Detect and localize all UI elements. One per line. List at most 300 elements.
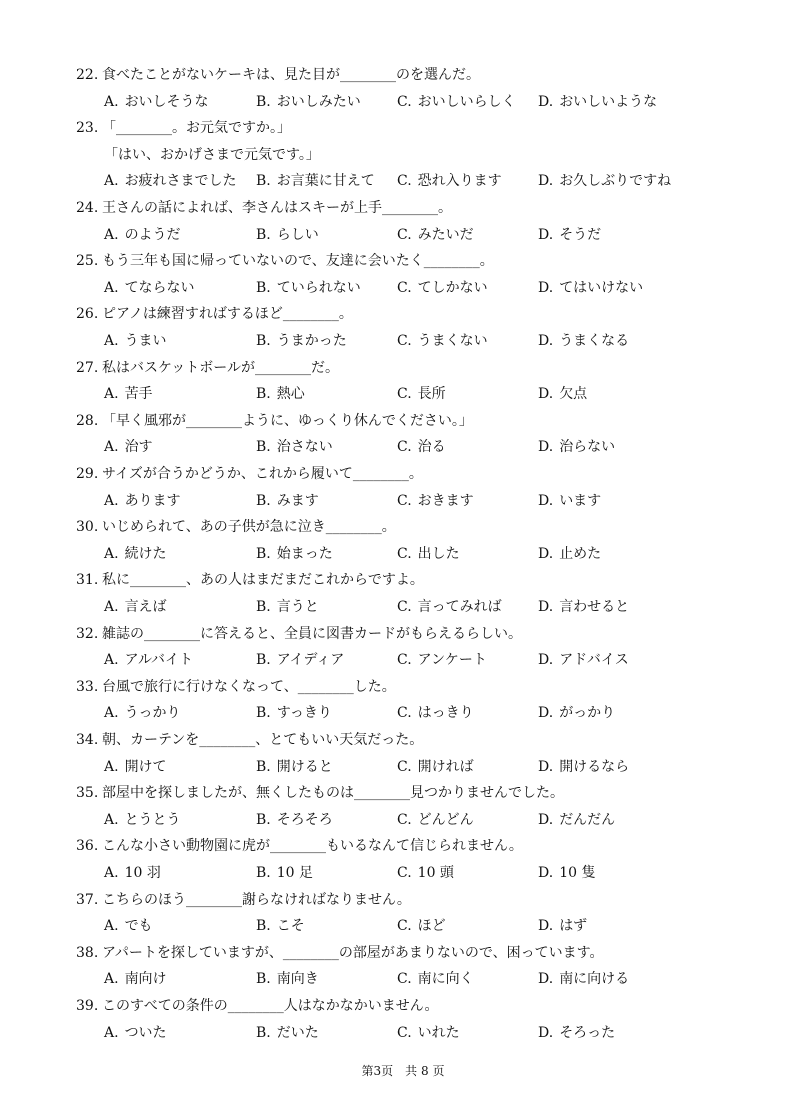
option-letter: C. bbox=[397, 758, 412, 775]
option-letter: D. bbox=[538, 545, 554, 562]
option-text: おきます bbox=[417, 492, 474, 509]
option-text: そうだ bbox=[559, 226, 602, 243]
question-stem bbox=[76, 461, 776, 488]
option-text: 10 羽 bbox=[124, 864, 161, 881]
option-b[interactable] bbox=[256, 541, 333, 568]
option-b[interactable] bbox=[256, 913, 305, 940]
question-stem bbox=[76, 248, 776, 275]
option-text: らしい bbox=[276, 226, 319, 243]
option-c[interactable] bbox=[397, 275, 488, 302]
question-number: 28. bbox=[76, 412, 99, 429]
option-text: だいた bbox=[276, 1024, 319, 1041]
option-text: アルバイト bbox=[124, 652, 194, 669]
option-text: てしかない bbox=[417, 279, 488, 296]
option-d[interactable] bbox=[538, 807, 615, 834]
option-text: 治らない bbox=[559, 439, 616, 456]
option-c[interactable] bbox=[397, 168, 502, 195]
option-text: おいしいらしく bbox=[417, 93, 516, 110]
option-b[interactable] bbox=[256, 860, 313, 887]
question-number: 32. bbox=[76, 625, 99, 642]
option-text: 治る bbox=[417, 439, 446, 456]
option-letter: A. bbox=[104, 1024, 119, 1041]
question-item bbox=[76, 727, 776, 780]
option-a[interactable] bbox=[104, 168, 237, 195]
option-d[interactable] bbox=[538, 966, 629, 993]
option-b[interactable] bbox=[256, 966, 319, 993]
option-letter: C. bbox=[397, 93, 412, 110]
option-text: うまい bbox=[124, 332, 167, 349]
option-letter: C. bbox=[397, 705, 412, 722]
question-stem bbox=[76, 674, 776, 701]
options-row bbox=[76, 275, 776, 302]
question-text: アパートを探していますが、________の部屋があまりないので、困っています。 bbox=[102, 944, 604, 961]
option-letter: D. bbox=[538, 705, 554, 722]
option-letter: B. bbox=[256, 811, 271, 828]
question-text: 食べたことがないケーキは、見た目が________のを選んだ。 bbox=[102, 67, 480, 83]
option-text: 南に向ける bbox=[559, 971, 630, 988]
option-b[interactable] bbox=[256, 168, 375, 195]
question-text: サイズが合うかどうか、これから履いて________。 bbox=[102, 466, 423, 482]
options-row bbox=[76, 168, 776, 195]
question-stem bbox=[76, 887, 776, 914]
option-text: 始まった bbox=[276, 545, 333, 562]
option-a[interactable] bbox=[104, 594, 167, 621]
option-a[interactable] bbox=[104, 222, 181, 249]
question-stem bbox=[76, 115, 776, 142]
option-letter: B. bbox=[256, 93, 271, 110]
option-text: 止めた bbox=[559, 545, 602, 562]
option-text: ほど bbox=[417, 918, 446, 935]
option-text: すっきり bbox=[276, 705, 332, 722]
option-text: お疲れさまでした bbox=[124, 173, 237, 190]
options-row bbox=[76, 594, 776, 621]
option-c[interactable] bbox=[397, 807, 474, 834]
option-d[interactable] bbox=[538, 328, 629, 355]
option-letter: C. bbox=[397, 173, 412, 190]
option-letter: A. bbox=[104, 173, 119, 190]
question-stem bbox=[76, 940, 776, 967]
option-d[interactable] bbox=[538, 488, 601, 515]
option-d[interactable] bbox=[538, 860, 595, 887]
option-letter: D. bbox=[538, 173, 554, 190]
option-text: てはいけない bbox=[559, 279, 644, 296]
option-a[interactable] bbox=[104, 1020, 167, 1047]
option-letter: C. bbox=[397, 386, 412, 403]
option-c[interactable] bbox=[397, 700, 474, 727]
option-text: 南向き bbox=[276, 971, 319, 988]
question-item bbox=[76, 461, 776, 514]
option-letter: B. bbox=[256, 173, 271, 190]
options-row bbox=[76, 913, 776, 940]
option-letter: A. bbox=[104, 705, 119, 722]
question-stem bbox=[76, 993, 776, 1020]
option-text: おいしみたい bbox=[276, 93, 361, 110]
question-text: 私に________、あの人はまだまだこれからですよ。 bbox=[102, 572, 424, 589]
option-letter: B. bbox=[256, 226, 271, 243]
option-letter: D. bbox=[538, 652, 554, 669]
options-row bbox=[76, 860, 776, 887]
option-letter: D. bbox=[538, 279, 554, 296]
option-text: とうとう bbox=[124, 811, 181, 828]
option-text: みます bbox=[276, 492, 319, 509]
option-b[interactable] bbox=[256, 594, 319, 621]
option-a[interactable] bbox=[104, 807, 181, 834]
option-letter: C. bbox=[397, 226, 412, 243]
option-c[interactable] bbox=[397, 754, 474, 781]
question-stem bbox=[76, 833, 776, 860]
option-text: 開けるなら bbox=[559, 758, 630, 775]
question-number: 35. bbox=[76, 785, 99, 802]
options-row bbox=[76, 541, 776, 568]
option-a[interactable] bbox=[104, 700, 181, 727]
option-text: どんどん bbox=[417, 811, 474, 828]
options-row bbox=[76, 89, 776, 116]
question-item bbox=[76, 115, 776, 195]
option-letter: A. bbox=[104, 598, 119, 615]
question-text: こんな小さい動物園に虎が________もいるなんて信じられません。 bbox=[102, 838, 523, 855]
option-a[interactable] bbox=[104, 541, 167, 568]
option-letter: A. bbox=[104, 652, 119, 669]
option-text: アンケート bbox=[417, 652, 487, 669]
option-a[interactable] bbox=[104, 966, 167, 993]
option-letter: B. bbox=[256, 386, 271, 403]
option-letter: C. bbox=[397, 598, 412, 615]
option-c[interactable] bbox=[397, 488, 474, 515]
option-text: 続けた bbox=[124, 545, 167, 562]
option-text: 南向け bbox=[124, 971, 167, 988]
question-text: もう三年も国に帰っていないので、友達に会いたく________。 bbox=[102, 253, 494, 270]
page-footer: 第3页 共 8 页 bbox=[361, 1064, 445, 1078]
option-letter: C. bbox=[397, 492, 412, 509]
option-letter: A. bbox=[104, 918, 119, 935]
option-text: おいしいような bbox=[559, 93, 658, 110]
option-d[interactable] bbox=[538, 541, 601, 568]
option-d[interactable] bbox=[538, 381, 587, 408]
question-stem bbox=[76, 727, 776, 754]
option-a[interactable] bbox=[104, 647, 193, 674]
option-letter: D. bbox=[538, 758, 554, 775]
option-text: ていられない bbox=[276, 279, 361, 296]
option-letter: C. bbox=[397, 918, 412, 935]
options-row bbox=[76, 328, 776, 355]
question-stem bbox=[76, 567, 776, 594]
option-text: でも bbox=[124, 918, 153, 935]
option-letter: C. bbox=[397, 545, 412, 562]
option-letter: A. bbox=[104, 758, 119, 775]
option-d[interactable] bbox=[538, 168, 671, 195]
option-b[interactable] bbox=[256, 488, 319, 515]
option-letter: B. bbox=[256, 598, 271, 615]
option-letter: A. bbox=[104, 971, 119, 988]
question-item bbox=[76, 940, 776, 993]
question-item bbox=[76, 780, 776, 833]
question-text: 王さんの話によれば、李さんはスキーが上手________。 bbox=[102, 200, 452, 216]
option-letter: D. bbox=[538, 93, 554, 110]
option-a[interactable] bbox=[104, 488, 181, 515]
option-letter: B. bbox=[256, 918, 271, 935]
question-text: 朝、カーテンを________、とてもいい天気だった。 bbox=[102, 732, 424, 748]
question-text: 私はバスケットボールが________だ。 bbox=[102, 359, 340, 376]
question-item bbox=[76, 248, 776, 301]
question-text: 「________。お元気ですか。」 bbox=[102, 120, 291, 137]
option-text: 治さない bbox=[276, 439, 333, 456]
option-c[interactable] bbox=[397, 913, 446, 940]
options-row bbox=[76, 381, 776, 408]
option-letter: C. bbox=[397, 279, 412, 296]
options-row bbox=[76, 647, 776, 674]
question-number: 27. bbox=[76, 359, 99, 376]
option-text: 開ければ bbox=[417, 758, 474, 775]
option-letter: D. bbox=[538, 864, 554, 881]
question-item bbox=[76, 408, 776, 461]
option-text: 言うと bbox=[276, 598, 319, 615]
option-b[interactable] bbox=[256, 754, 333, 781]
option-text: 開けて bbox=[124, 758, 167, 775]
option-b[interactable] bbox=[256, 222, 319, 249]
options-row bbox=[76, 488, 776, 515]
question-text: このすべての条件の________人はなかなかいません。 bbox=[102, 998, 439, 1014]
option-letter: B. bbox=[256, 492, 271, 509]
question-item bbox=[76, 993, 776, 1046]
option-c[interactable] bbox=[397, 1020, 460, 1047]
option-text: こそ bbox=[276, 918, 305, 935]
option-c[interactable] bbox=[397, 541, 460, 568]
question-text: こちらのほう________謝らなければなりません。 bbox=[102, 891, 411, 908]
option-letter: B. bbox=[256, 864, 271, 881]
option-d[interactable] bbox=[538, 89, 657, 116]
option-letter: B. bbox=[256, 705, 271, 722]
options-row bbox=[76, 754, 776, 781]
option-d[interactable] bbox=[538, 594, 629, 621]
option-letter: D. bbox=[538, 492, 554, 509]
question-number: 36. bbox=[76, 838, 99, 855]
option-letter: C. bbox=[397, 811, 412, 828]
option-d[interactable] bbox=[538, 754, 629, 781]
question-number: 30. bbox=[76, 519, 99, 536]
question-item bbox=[76, 301, 776, 354]
question-text: 台風で旅行に行けなくなって、________した。 bbox=[102, 678, 396, 695]
option-letter: D. bbox=[538, 918, 554, 935]
option-b[interactable] bbox=[256, 807, 333, 834]
option-letter: B. bbox=[256, 1024, 271, 1041]
option-letter: D. bbox=[538, 439, 554, 456]
option-d[interactable] bbox=[538, 647, 629, 674]
option-letter: D. bbox=[538, 598, 554, 615]
question-item bbox=[76, 514, 776, 567]
option-letter: D. bbox=[538, 386, 554, 403]
option-letter: B. bbox=[256, 332, 271, 349]
question-number: 39. bbox=[76, 998, 99, 1014]
option-text: だんだん bbox=[559, 811, 616, 828]
option-letter: C. bbox=[397, 864, 412, 881]
option-text: うまくない bbox=[417, 332, 488, 349]
option-d[interactable] bbox=[538, 434, 615, 461]
question-item bbox=[76, 195, 776, 248]
question-text: いじめられて、あの子供が急に泣き________。 bbox=[102, 519, 396, 536]
option-text: 言ってみれば bbox=[417, 598, 502, 615]
option-c[interactable] bbox=[397, 966, 474, 993]
question-stem bbox=[76, 301, 776, 328]
question-number: 29. bbox=[76, 466, 99, 482]
option-text: 開けると bbox=[276, 758, 333, 775]
option-letter: B. bbox=[256, 758, 271, 775]
question-item bbox=[76, 833, 776, 886]
option-c[interactable] bbox=[397, 434, 446, 461]
option-text: 苦手 bbox=[124, 386, 153, 403]
option-letter: A. bbox=[104, 386, 119, 403]
option-letter: A. bbox=[104, 93, 119, 110]
question-number: 37. bbox=[76, 891, 99, 908]
option-b[interactable] bbox=[256, 328, 347, 355]
options-row bbox=[76, 807, 776, 834]
option-a[interactable] bbox=[104, 275, 195, 302]
question-number: 23. bbox=[76, 120, 99, 137]
option-a[interactable] bbox=[104, 754, 167, 781]
option-c[interactable] bbox=[397, 89, 516, 116]
option-letter: B. bbox=[256, 971, 271, 988]
option-text: 言わせると bbox=[559, 598, 630, 615]
option-letter: A. bbox=[104, 226, 119, 243]
option-letter: B. bbox=[256, 439, 271, 456]
option-text: いれた bbox=[417, 1024, 460, 1041]
option-text: はっきり bbox=[417, 705, 474, 722]
option-letter: C. bbox=[397, 971, 412, 988]
options-row bbox=[76, 1020, 776, 1047]
option-text: うまくなる bbox=[559, 332, 630, 349]
question-number: 34. bbox=[76, 732, 99, 748]
question-item bbox=[76, 62, 776, 115]
option-text: 10 隻 bbox=[559, 864, 596, 881]
option-text: がっかり bbox=[559, 705, 616, 722]
option-letter: A. bbox=[104, 811, 119, 828]
option-letter: D. bbox=[538, 1024, 554, 1041]
question-item bbox=[76, 621, 776, 674]
option-letter: B. bbox=[256, 652, 271, 669]
option-letter: A. bbox=[104, 864, 119, 881]
question-number: 24. bbox=[76, 200, 99, 216]
question-item bbox=[76, 674, 776, 727]
option-text: そろそろ bbox=[276, 811, 333, 828]
question-number: 26. bbox=[76, 306, 99, 323]
option-text: 恐れ入ります bbox=[417, 173, 502, 190]
option-a[interactable] bbox=[104, 913, 153, 940]
option-a[interactable] bbox=[104, 860, 161, 887]
option-d[interactable] bbox=[538, 913, 587, 940]
question-extra-line: 「はい、おかげさまで元気です。」 bbox=[104, 146, 320, 163]
option-text: のようだ bbox=[124, 226, 181, 243]
option-c[interactable] bbox=[397, 222, 474, 249]
question-number: 33. bbox=[76, 678, 99, 695]
question-item bbox=[76, 567, 776, 620]
option-d[interactable] bbox=[538, 700, 615, 727]
option-text: うっかり bbox=[124, 705, 181, 722]
option-letter: C. bbox=[397, 652, 412, 669]
option-d[interactable] bbox=[538, 1020, 615, 1047]
option-c[interactable] bbox=[397, 647, 487, 674]
option-text: います bbox=[559, 492, 602, 509]
question-stem bbox=[76, 62, 776, 89]
options-row bbox=[76, 700, 776, 727]
option-letter: B. bbox=[256, 545, 271, 562]
option-a[interactable] bbox=[104, 328, 167, 355]
option-b[interactable] bbox=[256, 700, 332, 727]
option-text: 熱心 bbox=[276, 386, 305, 403]
options-row bbox=[76, 434, 776, 461]
question-item bbox=[76, 887, 776, 940]
option-text: うまかった bbox=[276, 332, 347, 349]
option-text: はず bbox=[559, 918, 588, 935]
question-number: 25. bbox=[76, 253, 99, 270]
option-letter: C. bbox=[397, 1024, 412, 1041]
option-c[interactable] bbox=[397, 381, 446, 408]
option-c[interactable] bbox=[397, 328, 488, 355]
question-stem bbox=[76, 195, 776, 222]
question-number: 22. bbox=[76, 67, 99, 83]
option-a[interactable] bbox=[104, 434, 153, 461]
option-letter: A. bbox=[104, 332, 119, 349]
question-stem bbox=[76, 408, 776, 435]
option-text: 10 頭 bbox=[417, 864, 454, 881]
option-text: みたいだ bbox=[417, 226, 474, 243]
option-c[interactable] bbox=[397, 860, 454, 887]
option-letter: D. bbox=[538, 811, 554, 828]
options-row bbox=[76, 966, 776, 993]
option-d[interactable] bbox=[538, 275, 643, 302]
option-text: 欠点 bbox=[559, 386, 588, 403]
option-letter: B. bbox=[256, 279, 271, 296]
option-b[interactable] bbox=[256, 1020, 319, 1047]
question-number: 31. bbox=[76, 572, 99, 589]
option-b[interactable] bbox=[256, 647, 344, 674]
option-text: アドバイス bbox=[559, 652, 629, 669]
option-text: 治す bbox=[124, 439, 153, 456]
option-text: お言葉に甘えて bbox=[276, 173, 375, 190]
question-stem bbox=[76, 355, 776, 382]
option-letter: D. bbox=[538, 971, 554, 988]
option-b[interactable] bbox=[256, 434, 333, 461]
question-stem bbox=[76, 514, 776, 541]
option-text: てならない bbox=[124, 279, 195, 296]
option-letter: D. bbox=[538, 332, 554, 349]
option-b[interactable] bbox=[256, 381, 305, 408]
option-text: 出した bbox=[417, 545, 460, 562]
option-letter: A. bbox=[104, 492, 119, 509]
option-text: お久しぶりですね bbox=[559, 173, 672, 190]
option-letter: D. bbox=[538, 226, 554, 243]
option-d[interactable] bbox=[538, 222, 601, 249]
option-c[interactable] bbox=[397, 594, 502, 621]
option-text: おいしそうな bbox=[124, 93, 209, 110]
question-text: 雑誌の________に答えると、全員に図書カードがもらえるらしい。 bbox=[102, 625, 522, 642]
option-text: 言えば bbox=[124, 598, 167, 615]
option-letter: A. bbox=[104, 545, 119, 562]
question-text: ピアノは練習すればするほど________。 bbox=[102, 306, 353, 323]
option-b[interactable] bbox=[256, 89, 361, 116]
option-a[interactable] bbox=[104, 381, 153, 408]
option-b[interactable] bbox=[256, 275, 361, 302]
option-letter: A. bbox=[104, 279, 119, 296]
option-text: 長所 bbox=[417, 386, 446, 403]
option-a[interactable] bbox=[104, 89, 209, 116]
question-number: 38. bbox=[76, 944, 99, 961]
option-text: 南に向く bbox=[417, 971, 474, 988]
option-text: アイディア bbox=[276, 652, 345, 669]
question-item bbox=[76, 355, 776, 408]
option-text: 10 足 bbox=[276, 864, 314, 881]
question-stem bbox=[76, 780, 776, 807]
option-text: あります bbox=[124, 492, 181, 509]
question-stem bbox=[76, 621, 776, 648]
